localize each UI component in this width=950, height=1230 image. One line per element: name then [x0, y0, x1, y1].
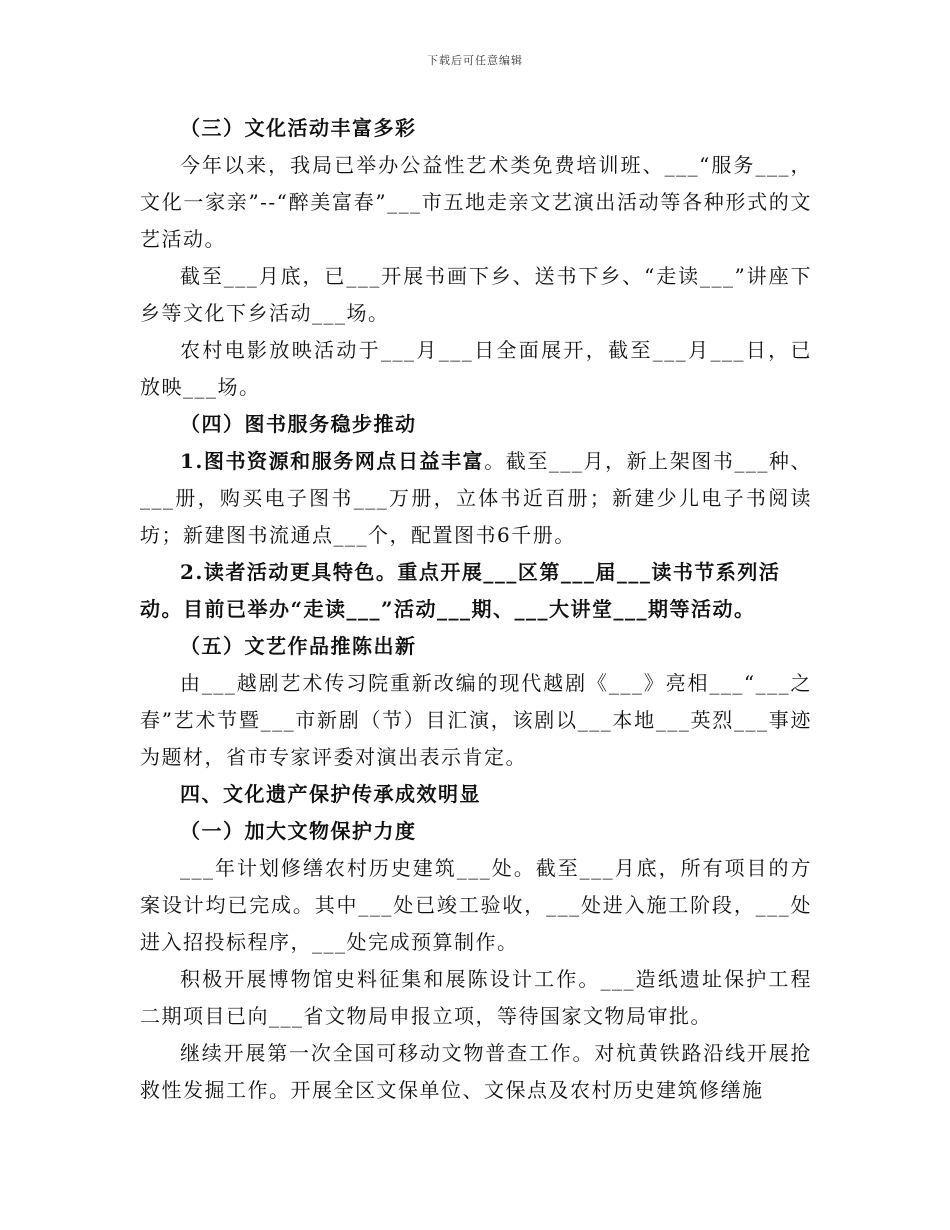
document-body — [140, 110, 812, 1109]
section-heading-4: （四）图书服务稳步推动 — [180, 412, 417, 436]
inline-bold-lead: 1.图书资源和服务网点日益丰富 — [180, 449, 485, 473]
page-header: 下载后可任意编辑 — [427, 54, 523, 67]
paragraph: 积极开展博物馆史料征集和展陈设计工作。___造纸遗址保护工程二期项目已向___省文物局申报立项，等待国家文物局审批。 — [140, 967, 812, 1028]
paragraph-rest: 。截至___月，新上架图书___种、___册，购买电子图书___万册，立体书近百册；新建少儿电子书阅读坊；新建图书流通点___个，配置图书6千册。 — [140, 449, 812, 547]
section-heading-1: （一）加大文物保护力度 — [180, 819, 417, 843]
paragraph: 由___越剧艺术传习院重新改编的现代越剧《___》亮相___“___之春”艺术节暨___市新剧（节）目汇演，该剧以___本地___英烈___事迹为题材，省市专家评委对演出表示肯定。 — [140, 671, 812, 769]
paragraph: ___年计划修缮农村历史建筑___处。截至___月底，所有项目的方案设计均已完成。其中___处已竣工验收，___处进入施工阶段，___处进入招投标程序，___处完成预算制作。 — [140, 856, 812, 954]
paragraph: 今年以来，我局已举办公益性艺术类免费培训班、___“服务___，文化一家亲”--“醉美富春”___市五地走亲文艺演出活动等各种形式的文艺活动。 — [140, 153, 812, 251]
paragraph: 继续开展第一次全国可移动文物普查工作。对杭黄铁路沿线开展抢救性发掘工作。开展全区文保单位、文保点及农村历史建筑修缮施 — [140, 1041, 812, 1102]
paragraph-mixed — [140, 443, 812, 554]
section-heading-5: （五）文艺作品推陈出新 — [180, 634, 417, 658]
section-heading-3: （三）文化活动丰富多彩 — [180, 116, 417, 140]
paragraph: 截至___月底，已___开展书画下乡、送书下乡、“走读___”讲座下乡等文化下乡活动___场。 — [140, 264, 812, 325]
chapter-heading-4: 四、文化遗产保护传承成效明显 — [180, 782, 481, 806]
bold-paragraph: 2.读者活动更具特色。重点开展___区第___届___读书节系列活动。目前已举办“走读___”活动___期、___大讲堂___期等活动。 — [140, 560, 781, 621]
paragraph: 农村电影放映活动于___月___日全面展开，截至___月___日，已放映___场。 — [140, 338, 812, 399]
